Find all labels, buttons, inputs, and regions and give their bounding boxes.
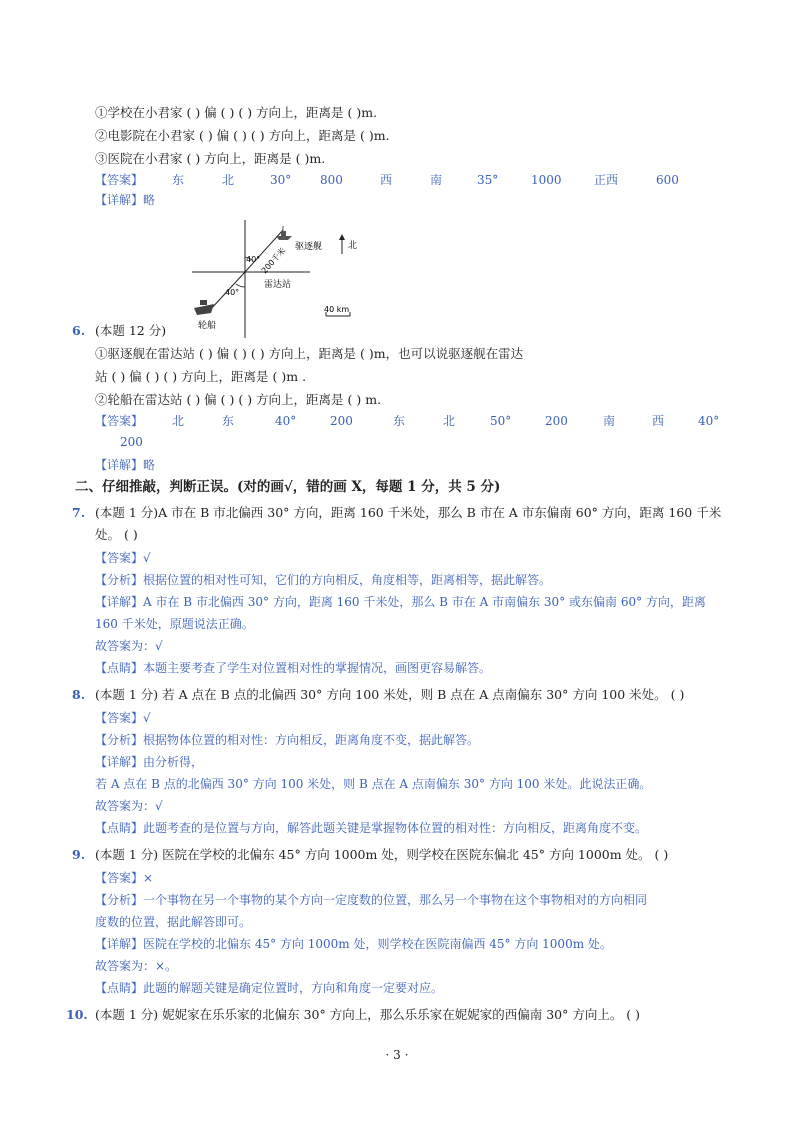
q8-detail-1: 【详解】由分析得，: [95, 755, 204, 769]
q7-answer: 【答案】√: [95, 551, 151, 565]
radar-station-label: 雷达站: [264, 280, 292, 290]
q8-detail-2: 若 A 点在 B 点的北偏西 30° 方向 100 米处，则 B 点在 A 点南偏东 30° 方向 100 米处。此说法正确。: [95, 777, 652, 791]
q8-analysis: 【分析】根据物体位置的相对性：方向相反，距离角度不变，据此解答。: [95, 733, 480, 747]
q6-number: 6.: [72, 323, 86, 338]
q7-number: 7.: [72, 505, 86, 520]
q7-final: 故答案为：√: [95, 639, 163, 653]
ship-icon: [194, 300, 214, 315]
q5-answer-2: 北: [222, 173, 235, 187]
north-label: 北: [348, 241, 358, 251]
q8-number: 8.: [72, 687, 86, 702]
q5-answer-3: 30°: [270, 173, 292, 187]
ship-label: 轮船: [198, 321, 217, 331]
section-2-heading: 二、仔细推敲，判断正误。(对的画√，错的画 X，每题 1 分，共 5 分): [75, 479, 501, 495]
q8-line-1: (本题 1 分) 若 A 点在 B 点的北偏西 30° 方向 100 米处，则 B 点在 A 点南偏东 30° 方向 100 米处。 ( ): [95, 687, 685, 702]
q7-detail-1: 【详解】A 市在 B 市北偏西 30° 方向，距离 160 千米处，那么 B 市在 A 市南偏东 30° 或东偏南 60° 方向，距离: [95, 595, 706, 609]
q9-answer: 【答案】×: [95, 871, 154, 885]
q9-analysis-2: 度数的位置，据此解答即可。: [95, 915, 252, 929]
q6-answer-1: 北: [172, 414, 185, 428]
q6-answer-2: 东: [222, 414, 235, 428]
q9-final: 故答案为：×。: [95, 959, 178, 973]
q6-answer-6: 北: [443, 414, 456, 428]
distance-label: 200千米: [259, 246, 288, 276]
q5-detail: 【详解】略: [95, 193, 156, 207]
q9-comment: 【点睛】此题的解题关键是确定位置时，方向和角度一定要对应。: [95, 981, 444, 995]
q9-line-1: (本题 1 分) 医院在学校的北偏东 45° 方向 1000m 处，则学校在医院东偏北 45° 方向 1000m 处。 ( ): [95, 847, 669, 862]
q5-item-2: ②电影院在小君家 ( ) 偏 ( ) ( ) 方向上，距离是 ( )m.: [95, 128, 390, 143]
angle-arc-bottom: [236, 284, 245, 287]
q6-heading: (本题 12 分): [95, 323, 167, 338]
q6-answer-10: 西: [652, 414, 665, 428]
q6-item-1a: ①驱逐舰在雷达站 ( ) 偏 ( ) ( ) 方向上，距离是 ( )m，也可以说驱逐舰在雷达: [95, 346, 524, 361]
q5-answer-9: 正西: [594, 173, 619, 187]
q5-answer-8: 1000: [531, 173, 562, 187]
north-arrow-icon: [339, 234, 345, 254]
q8-answer: 【答案】√: [95, 711, 151, 725]
q6-answer-label: 【答案】: [95, 414, 144, 428]
page-number: · 3 ·: [385, 1048, 409, 1062]
scale-label: 40 km: [324, 305, 350, 314]
q5-answer-5: 西: [380, 173, 393, 187]
q10-number: 10.: [66, 1007, 88, 1022]
q6-item-1b: 站 ( ) 偏 ( ) ( ) 方向上，距离是 ( )m .: [95, 369, 307, 384]
q6-answer-5: 东: [393, 414, 406, 428]
q9-detail: 【详解】医院在学校的北偏东 45° 方向 1000m 处，则学校在医院南偏西 45° 方向 1000m 处。: [95, 937, 612, 951]
q5-answer-10: 600: [656, 173, 679, 187]
destroyer-icon: [276, 226, 292, 240]
q7-line-2: 处。 ( ): [95, 527, 138, 542]
q5-item-3: ③医院在小君家 ( ) 方向上，距离是 ( )m.: [95, 151, 326, 166]
q5-answer-7: 35°: [477, 173, 499, 187]
q5-answer-6: 南: [430, 173, 443, 187]
q8-comment: 【点睛】此题考查的是位置与方向，解答此题关键是掌握物体位置的相对性：方向相反，距离角度不变。: [95, 821, 648, 835]
q9-number: 9.: [72, 847, 86, 862]
q6-answer-last: 200: [120, 435, 143, 449]
q7-analysis: 【分析】根据位置的相对性可知，它们的方向相反，角度相等，距离相等，据此解答。: [95, 573, 552, 587]
destroyer-label: 驱逐舰: [295, 242, 323, 252]
q7-detail-2: 160 千米处，原题说法正确。: [95, 617, 254, 631]
q8-final: 故答案为：√: [95, 799, 163, 813]
angle-top-label: 40°: [246, 255, 261, 264]
q5-answer-4: 800: [320, 173, 343, 187]
q10-line-1: (本题 1 分) 妮妮家在乐乐家的北偏东 30° 方向上，那么乐乐家在妮妮家的西偏南 30° 方向上。 ( ): [95, 1007, 641, 1022]
q6-answer-8: 200: [545, 414, 568, 428]
q7-comment: 【点睛】本题主要考查了学生对位置相对性的掌握情况，画图更容易解答。: [95, 661, 492, 675]
q5-item-1: ①学校在小君家 ( ) 偏 ( ) ( ) 方向上，距离是 ( )m.: [95, 105, 378, 120]
q6-answer-9: 南: [603, 414, 616, 428]
q7-line-1: (本题 1 分)A 市在 B 市北偏西 30° 方向，距离 160 千米处，那么 B 市在 A 市东偏南 60° 方向，距离 160 千米: [95, 505, 722, 520]
radar-diagram: [180, 212, 370, 342]
q5-answer-1: 东: [172, 173, 185, 187]
q6-item-2: ②轮船在雷达站 ( ) 偏 ( ) ( ) 方向上，距离是 ( ) m.: [95, 392, 382, 407]
q6-answer-3: 40°: [275, 414, 297, 428]
q6-detail: 【详解】略: [95, 458, 156, 472]
q9-analysis-1: 【分析】一个事物在另一个事物的某个方向一定度数的位置，那么另一个事物在这个事物相对的方向相同: [95, 893, 648, 907]
q5-answer-label: 【答案】: [95, 173, 144, 187]
q6-answer-11: 40°: [698, 414, 720, 428]
angle-bottom-label: 40°: [225, 288, 240, 297]
q6-answer-7: 50°: [490, 414, 512, 428]
q6-answer-4: 200: [330, 414, 353, 428]
